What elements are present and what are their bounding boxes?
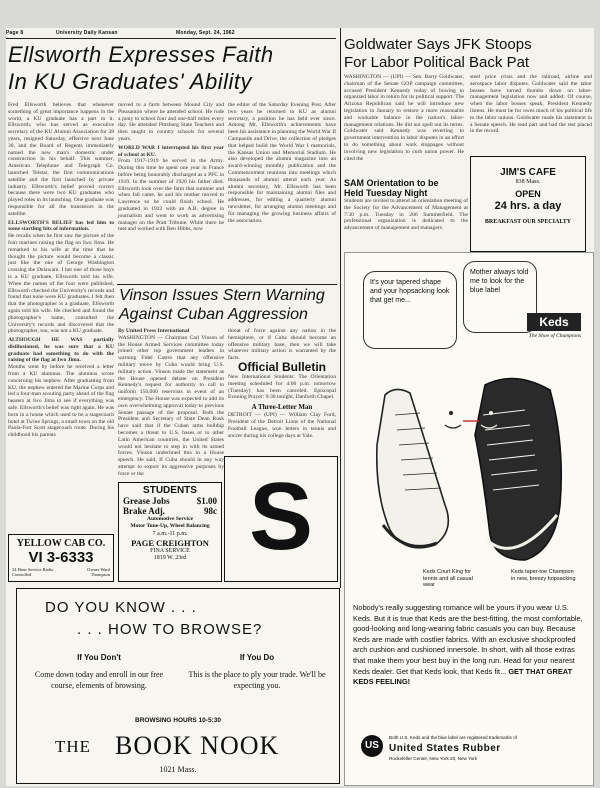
- students-hours: 7 a.m.-11 p.m.: [152, 531, 188, 537]
- keds-footnote: Both U.S. Keds and the blue label are registered trademarks of: [389, 735, 517, 740]
- court-king-caption: Keds Court King for tennis and all casual wear: [423, 569, 473, 588]
- sam-headline-line1: SAM Orientation to be: [344, 178, 439, 188]
- ellsworth-subhead: ELLSWORTH'S BELIEF has led him to some startling bits of information.: [8, 219, 114, 233]
- if-you-dont-title: If You Don't: [77, 653, 121, 662]
- grease-jobs-price: $1.00: [196, 496, 217, 506]
- newspaper-page: [6, 28, 594, 786]
- goldwater-paragraph: WASHINGTON — (UPI) — Sen. Barry Goldwater, chairman of the Senate GOP campaign committee, accused President Kennedy today of bowing to organized labor in return for its political support. The Arizona Republican said he will introduce new legislation in January to restore a more reasonable and workable balance in the nation's labor-management relations. He did not spell out its terms. Goldwater said Kennedy was reverting to government intervention in labor disputes in an effort to do something about work stoppages without involving new legislation to curb union power. He cited the: [344, 74, 464, 162]
- official-bulletin: [228, 360, 336, 452]
- if-you-do-text: This is the place to ply your trade. We'll be expecting you.: [188, 670, 326, 690]
- ellsworth-subhead: ALTHOUGH HE WAS partially disillusioned, he was sure that a KU graduate had something to do with the raising of the flag at Iwo Jima.: [8, 337, 114, 364]
- goldwater-headline-line2: For Labor Political Back Pat: [344, 54, 530, 71]
- big-letter-ad: [224, 456, 338, 582]
- sam-headline-line2: Held Tuesday Night: [344, 188, 428, 198]
- ellsworth-column-2: [118, 102, 224, 282]
- masthead-rule: [6, 38, 336, 39]
- yellow-cab-ad: [8, 534, 114, 582]
- goldwater-column-2: [470, 74, 592, 154]
- ellsworth-headline-line2: In KU Graduates' Ability: [8, 69, 253, 94]
- us-rubber-name: United States Rubber: [389, 743, 501, 754]
- cab-owner: Owner Ward Thompson: [87, 567, 110, 577]
- students-service: Automotive Service: [147, 516, 193, 522]
- keds-copy: [353, 603, 585, 731]
- cab-name: YELLOW CAB CO.: [16, 538, 106, 549]
- keds-tagline: The Shoe of Champions: [528, 333, 582, 339]
- if-you-dont-text: Come down today and enroll in our free course, elements of browsing.: [34, 670, 164, 690]
- column-rule: [340, 28, 341, 588]
- cuba-headline-line1: Vinson Issues Stern Warning: [119, 287, 325, 304]
- goldwater-headline-line1: Goldwater Says JFK Stoops: [344, 36, 532, 53]
- goldwater-column-1: [344, 74, 464, 174]
- section-rule: [117, 284, 337, 285]
- students-title: STUDENTS: [143, 485, 197, 496]
- bulletin-subhead: A Three-Letter Man: [251, 403, 313, 412]
- book-nook-ad: [16, 588, 340, 784]
- ellsworth-paragraph: He recalls when he first saw the picture of the four marines raising the flag on Iwo Jima. He remarked to his wife at the time that he thought the picture would become a classic just like the one of George Washington crossing the Delaware. I bet one of those boys is a KU graduate, Ellsworth told his wife. When the names of the four were published, Ellsworth checked the University's records and found that none were KU graduates. I felt then that the photographer is a graduate, Ellsworth again told his wife. He checked and found the photographer's name, consulted the University's records and discovered that the photographer, too, was not a KU graduate.: [8, 233, 114, 335]
- page-number: Page 8: [6, 30, 24, 36]
- cafe-open: OPEN: [515, 189, 541, 199]
- keds-shoes-illustration: [365, 355, 575, 567]
- ellsworth-headline-line1: Ellsworth Expresses Faith: [8, 42, 274, 67]
- cab-phone: VI 3-6333: [28, 549, 94, 566]
- ellsworth-paragraph: Months went by before he received a letter from a KU alumnus. The alumnus wrote concerning his nephew. After graduating from KU, the nephew entered the Marine Corps and led a four-man scouting party ahead of the flag bearers at Iwo Jima to see if everything was safe. Ellsworth's belief was right again. He was born in a house which used to be a stagecoach hotel at Twine Springs, a small town on the old Paola-Fort Scott stagecoach route. During his childhood his parents: [8, 364, 114, 439]
- brake-adj-price: 98c: [204, 506, 217, 516]
- bulletin-text: New International Students: The Orientation meeting scheduled for 4:00 p.m. tomorrow (Tuesday) has been canceled. Episcopal Evening Prayer: 9:30 tonight, Danforth Chapel.: [228, 374, 336, 401]
- ellsworth-subhead: WORLD WAR I interrupted his first year of school at KU.: [118, 144, 224, 158]
- students-station-name: PAGE CREIGHTON: [131, 538, 209, 548]
- ellsworth-paragraph: the editor of the Saturday Evening Post. After two years he returned to KU as alumni secretary, a position he has held ever since. Among Mr. Ellsworth's achievements have been his assistance in planning the World War II Campanile and Drive, the collection of pledges that helped build the World War I memorials, the Kansas Union and Memorial Stadium. He also developed the alumni magazine into an award-winning monthly publication and the Commencement reunions into meetings which thousands of alumni attend each year. As alumni secretary, Mr. Ellsworth has been responsible for maintaining alumni files and addresses, for editing a quarterly alumni newsletter, for arranging alumni meetings and for managing the growing business affairs of the association.: [228, 102, 336, 224]
- ellsworth-paragraph: Fred Ellsworth believes that whenever something of great importance happens in the world, a KU graduate has a part in it. Ellsworth, who has served as executive secretary of the KU Alumni Association for 38 years, resigned Saturday, effective next June 30, and the Board of Regents immediately named the new man's domestic under construction in his behalf. This summer, American Telephone and Telegraph Co. launched Telstar, the first communications satellite and the first launched by private industry. Ellsworth's belief proved correct because there were two KU graduates who played roles in its launching. One graduate was responsible for all the transistors in the satellite.: [8, 102, 114, 217]
- cuba-byline: By United Press International: [118, 328, 190, 334]
- cuba-column-2: [228, 328, 336, 362]
- cuba-column-1: [118, 328, 224, 480]
- cuba-headline-line2: Against Cuban Aggression: [119, 306, 308, 323]
- if-you-do-title: If You Do: [239, 653, 275, 662]
- us-rubber-address: Rockefeller Center, New York 20, New York: [389, 756, 478, 761]
- ellsworth-paragraph: moved to a farm between Mound City and Pleasanton where he attended school. He rode a pony to school four and one-half miles every day. He attended Pittsburg State Teachers and then taught in country schools for several years.: [118, 102, 224, 142]
- students-address: 1819 W. 23rd: [153, 555, 187, 561]
- bulletin-text-2: DETROIT — (UPI) — William Clay Ford, President of the Detroit Lions of the National Football League, won letters in tennis and soccer during his college days at Yale.: [228, 412, 336, 439]
- issue-date: Monday, Sept. 24, 1962: [176, 30, 235, 36]
- browsing-hours: BROWSING HOURS 10-5:30: [135, 717, 221, 724]
- book-nook-name: BOOK NOOK: [115, 731, 280, 760]
- keds-call-to-action: GET THAT GREAT KEDS FEELING!: [353, 666, 573, 687]
- ellsworth-paragraph: From 1917-1919 he served in the Army. During this time he spent one year in France before being honorably discharged as a PFC in 1919. In the summer of 1920 his father died. Ellsworth took over the farm that summer and when fall came, he and his mother moved to Lawrence so he could finish school. He graduated in 1922 with an A.B. degree in journalism and went to work as advertising manager on the Pratt Tribune. While there he met and worked with Ben Hibbs, now: [118, 158, 224, 233]
- court-king-shoe-icon: [377, 389, 449, 547]
- champion-shoe-icon: [475, 379, 561, 560]
- students-brand: FINA SERVICE: [150, 548, 190, 554]
- champion-caption: Keds taper-toe Champion in new, breezy hopsacking: [511, 569, 576, 582]
- bulletin-title: Official Bulletin: [237, 360, 326, 374]
- book-nook-the: THE: [55, 737, 92, 756]
- cafe-name: JIM'S CAFE: [500, 167, 556, 178]
- grease-jobs-label: Grease Jobs: [123, 496, 170, 506]
- cab-service: 24 Hour Service Radio Controlled: [12, 567, 54, 577]
- us-rubber-logo-icon: US: [361, 735, 383, 757]
- cafe-address: 838 Mass.: [515, 179, 541, 185]
- jims-cafe-ad: [470, 156, 586, 252]
- brake-adj-label: Brake Adj.: [123, 506, 166, 516]
- book-nook-address: 1021 Mass.: [159, 765, 197, 774]
- book-nook-headline-1: DO YOU KNOW . . .: [45, 599, 197, 616]
- big-letter: S: [248, 463, 314, 570]
- book-nook-headline-2: . . . HOW TO BROWSE?: [77, 621, 263, 638]
- cuba-paragraph: WASHINGTON — Chairman Carl Vinson of the House Armed Services committee today joined other top government leaders in warning Fidel Castro that any offensive military move by Cuba would bring U.S. military action. Vinson made the statement as the House opened debate on President Kennedy's request for authority to call to uniform 150,000 reservists in event of an emergency. The House was expected to add its own overwhelming approval today to previous Senate passage of the proposal. Both the President and Secretary of State Dean Rusk have said that if the Cuban arms buildup becomes a threat to U.S. bases or to other Latin American countries, the United States would not hesitate to step in with its armed forces. Vinson underlined this in a House speech. He said, If Cuba should in any way attempt to export its aggressive purposes by force or the: [118, 334, 224, 477]
- students-tuneup: Motor Tune-Up, Wheel Balancing: [130, 523, 210, 529]
- sam-paragraph: Students are invited to attend an orientation meeting of the Society for the Advancement of Management at 7:30 p.m. Tuesday in 206 Summerfield. The professional organization is dedicated to the advancement of management and managers.: [344, 198, 468, 232]
- speech-bubble-right: Mother always told me to look for the blue label: [463, 261, 537, 333]
- speech-bubble-left: It's your tapered shape and your hopsacking look that get me...: [363, 271, 457, 349]
- fina-service-ad: [118, 482, 222, 582]
- cafe-special: BREAKFAST OUR SPECIALTY: [484, 219, 572, 225]
- ellsworth-column-3: [228, 102, 336, 282]
- ellsworth-column-1: [8, 102, 114, 532]
- goldwater-paragraph: steel price crisis and the railroad, airline and aerospace labor disputes. Goldwater said the labor bosses have turned thumbs down on labor-management legislation now and added: Of course, when the labor bosses speak, President Kennedy listens. He must be for owes much of his political life to the labor unions. Goldwater made his statement in a Senate speech. He read part and had the rest placed in the record.: [470, 74, 592, 135]
- cafe-hours: 24 hrs. a day: [494, 200, 562, 212]
- cuba-paragraph: threat of force against any nation in the hemisphere, or if Cuba should become an offensive military base, then we will take whatever military action is warranted by the facts.: [228, 328, 336, 362]
- keds-copy-text: Nobody's really suggesting romance will be yours if you wear U.S. Keds. But it is true that Keds are the best-fitting, the most comfortable, good-looking and long-wearing fabric casuals you can buy. Because Keds are made with costlier fabrics. With an exclusive shockproofed arch cushion and cushioned innersole. In short, with all those extras that make them your best buy in the long run. Head for your nearest Keds dealer. Get that Keds look, that Keds fit...: [353, 603, 583, 676]
- paper-name: University Daily Kansan: [56, 30, 118, 36]
- keds-ad: [344, 252, 594, 786]
- keds-logo: Keds: [527, 313, 581, 331]
